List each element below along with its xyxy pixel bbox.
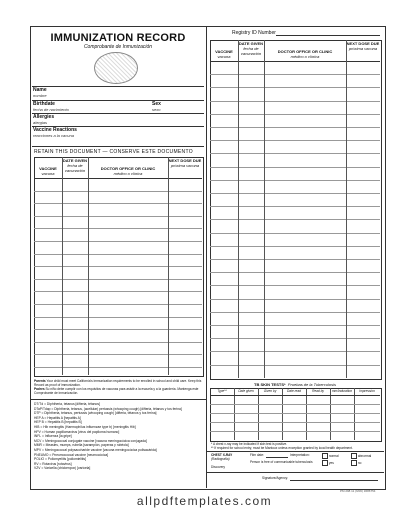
- table-row[interactable]: [34, 354, 202, 355]
- table-column-rule: [168, 157, 169, 375]
- abnormal-checkbox[interactable]: [351, 453, 357, 459]
- table-row[interactable]: [210, 180, 380, 181]
- name-label: Name: [33, 87, 47, 93]
- table-row[interactable]: [210, 259, 380, 260]
- table-row[interactable]: [34, 266, 202, 267]
- right-vaccine-table: [210, 40, 382, 380]
- tb-notes: * A chest x-ray may be indicated if skin test is positive. ** If required for school entry, must be Mantoux unless exception granted by local health department.: [211, 442, 353, 450]
- tb-row[interactable]: [210, 431, 380, 432]
- table-row[interactable]: [34, 291, 202, 292]
- tb-row[interactable]: [210, 422, 380, 423]
- birthdate-label-es: fecha de nacimiento: [33, 107, 69, 112]
- table-row[interactable]: [210, 299, 380, 300]
- legend-item: HIB = Hib meningitis (Haemophilus influenzae type b) [meningitis Hib]: [34, 424, 136, 429]
- legend-item: MPV = Meningococcal polysaccharide vaccine [vacuna meningocócica polisacárida]: [34, 447, 157, 452]
- no-checkbox[interactable]: [351, 460, 357, 466]
- normal-checkbox[interactable]: [322, 453, 328, 459]
- right-col-next-header: NEXT DOSE DUE próxima vacuna: [346, 41, 380, 51]
- table-row[interactable]: [210, 114, 380, 115]
- legend-item: INFL = Influenza [la gripe]: [34, 434, 72, 439]
- retain-notice: RETAIN THIS DOCUMENT — CONSERVE ESTE DOCUMENTO: [34, 149, 193, 155]
- film-date-label: Film date:: [250, 453, 264, 457]
- table-row[interactable]: [210, 351, 380, 352]
- tb-column-header: Type**: [217, 389, 227, 393]
- yes-checkbox[interactable]: [322, 460, 328, 466]
- center-divider: [206, 26, 207, 488]
- table-row[interactable]: [34, 228, 202, 229]
- table-row[interactable]: [210, 272, 380, 273]
- tb-column-header: Read by: [312, 389, 324, 393]
- table-header-rule: [210, 61, 380, 62]
- table-column-rule: [346, 40, 347, 378]
- yes-option[interactable]: yes: [322, 460, 334, 466]
- table-row[interactable]: [34, 191, 202, 192]
- tb-title: TB SKIN TESTS* Pruebas de la Tuberculosis: [254, 382, 336, 387]
- table-row[interactable]: [210, 338, 380, 339]
- table-column-rule: [62, 157, 63, 375]
- table-row[interactable]: [210, 233, 380, 234]
- discovery-label: Discovery: [211, 465, 225, 469]
- normal-option[interactable]: normal: [322, 453, 339, 459]
- right-col-doctor-header: DOCTOR OFFICE OR CLINIC médico o clínica: [277, 49, 333, 59]
- state-seal-icon: [94, 52, 138, 84]
- table-row[interactable]: [210, 101, 380, 102]
- tb-column-header: Impression: [359, 389, 375, 393]
- parents-notice: Parents Your child must meet California's immunization requirements to be enrolled in school and child care. Keep this Record as proof of immunization. Padres Su niño debe cumplir con los requisitos de vacunas para asistir a la escuela y a la guardería. Mantenga este Comprobante de inmunización.: [34, 379, 202, 395]
- signature-rule: [207, 472, 384, 473]
- film-date-field[interactable]: [266, 457, 288, 458]
- table-row[interactable]: [34, 304, 202, 305]
- xray-label: CHEST X-RAY (Radiografía): [211, 453, 233, 461]
- table-row[interactable]: [210, 285, 380, 286]
- table-row[interactable]: [210, 127, 380, 128]
- table-row[interactable]: [210, 206, 380, 207]
- table-column-rule: [238, 40, 239, 378]
- table-row[interactable]: [210, 167, 380, 168]
- page-subtitle: Comprobante de Inmunización: [83, 44, 153, 50]
- tb-column-header: Given by: [263, 389, 277, 393]
- allergies-label-es: alergias: [33, 120, 48, 125]
- left-col-next-header: NEXT DOSE DUE próxima vacuna: [168, 158, 202, 168]
- table-row[interactable]: [210, 246, 380, 247]
- legend-item: DTP = Diphtheria, tetanus, pertussis (whooping cough) [difteria, tétanos y tos ferina]: [34, 411, 157, 416]
- right-col-date-header: DATE GIVEN fecha de vacunación: [238, 41, 264, 56]
- watermark: allpdftemplates.com: [136, 494, 273, 508]
- signature-label: Signature/Agency:: [262, 476, 289, 480]
- vaccine-legend: [34, 402, 182, 471]
- fields-bottom-rule: [32, 146, 204, 147]
- legend-item: MCV = Meningococcal conjugate vaccine [vacuna meningocócica conjugada]: [34, 438, 147, 443]
- name-label-es: nombre: [33, 93, 47, 98]
- table-row[interactable]: [210, 153, 380, 154]
- sex-label: Sex: [152, 101, 161, 107]
- left-col-vaccine-header: VACCINE vacuna: [39, 166, 57, 176]
- table-row[interactable]: [210, 219, 380, 220]
- table-row[interactable]: [210, 365, 380, 366]
- reactions-label: Vaccine Reactions: [33, 127, 77, 133]
- interpretation-label: Interpretation:: [290, 453, 310, 457]
- registry-id-field[interactable]: [276, 35, 380, 36]
- legend-item: RV = Rotavirus [rotavirus]: [34, 461, 72, 466]
- legend-item: DTaP/Tdap = Diphtheria, tetanus, (acellular) pertussis (whooping cough) [difteria, tétanos y tos ferina]: [34, 406, 182, 411]
- table-row[interactable]: [34, 317, 202, 318]
- reactions-label-es: reacciones a la vacuna: [33, 133, 74, 138]
- legend-item: HEP A = Hepatitis A [hepatitis A]: [34, 415, 81, 420]
- left-col-date-header: DATE GIVEN fecha de vacunación: [62, 158, 88, 173]
- table-row[interactable]: [34, 203, 202, 204]
- table-column-rule: [88, 157, 89, 375]
- tb-table: [210, 388, 382, 442]
- table-row[interactable]: [210, 325, 380, 326]
- table-row[interactable]: [210, 74, 380, 75]
- right-col-vaccine-header: VACCINE vacuna: [215, 49, 233, 59]
- table-row[interactable]: [210, 140, 380, 141]
- legend-item: PNEUMO = Pneumococcal vaccine [neumocócica]: [34, 452, 109, 457]
- legend-rule: [30, 399, 206, 400]
- abnormal-option[interactable]: abnormal: [351, 453, 371, 459]
- table-header-rule: [34, 178, 202, 179]
- registry-label: Registry ID Number: [232, 30, 276, 36]
- tb-header-rule: [210, 395, 380, 396]
- tb-column-header: Date read: [287, 389, 301, 393]
- xray-rule: [207, 451, 384, 452]
- tb-column-header: Date given: [238, 389, 254, 393]
- table-row[interactable]: [34, 241, 202, 242]
- legend-item: POLIO = Poliomyelitis [poliomielitis]: [34, 457, 86, 462]
- table-column-rule: [264, 40, 265, 378]
- no-option[interactable]: no: [351, 460, 361, 466]
- signature-field[interactable]: [290, 480, 378, 481]
- page-title: IMMUNIZATION RECORD: [50, 32, 186, 44]
- legend-item: MMR = Measles, mumps, rubella [sarampión, paperas y rubéola]: [34, 443, 129, 448]
- allergies-label: Allergies: [33, 114, 55, 120]
- birthdate-label: Birthdate: [33, 101, 55, 107]
- legend-item: HPV = Human papillomavirus [virus del papiloma humano]: [34, 429, 120, 434]
- table-row[interactable]: [34, 216, 202, 217]
- table-row[interactable]: [210, 312, 380, 313]
- free-of-tb-label: Person is free of communicable tuberculosis: [250, 460, 313, 464]
- legend-item: DT/Td = Diphtheria, tetanus [difteria, tétanos]: [34, 402, 100, 406]
- table-row[interactable]: [34, 329, 202, 330]
- table-row[interactable]: [34, 279, 202, 280]
- tb-column-header: mm/induration: [331, 389, 353, 393]
- legend-item: HEP B = Hepatitis B [hepatitis B]: [34, 420, 82, 425]
- table-row[interactable]: [34, 254, 202, 255]
- table-row[interactable]: [34, 342, 202, 343]
- form-id: PM 298 11 (6/06) 3686754: [340, 489, 376, 493]
- table-row[interactable]: [210, 193, 380, 194]
- sex-label-es: sexo: [152, 107, 161, 112]
- legend-item: VZV = Varicella (chickenpox) [varicela]: [34, 466, 91, 471]
- left-col-doctor-header: DOCTOR OFFICE OR CLINIC médico o clínica: [100, 166, 156, 176]
- table-row[interactable]: [210, 87, 380, 88]
- table-row[interactable]: [34, 367, 202, 368]
- tb-row[interactable]: [210, 404, 380, 405]
- tb-row[interactable]: [210, 413, 380, 414]
